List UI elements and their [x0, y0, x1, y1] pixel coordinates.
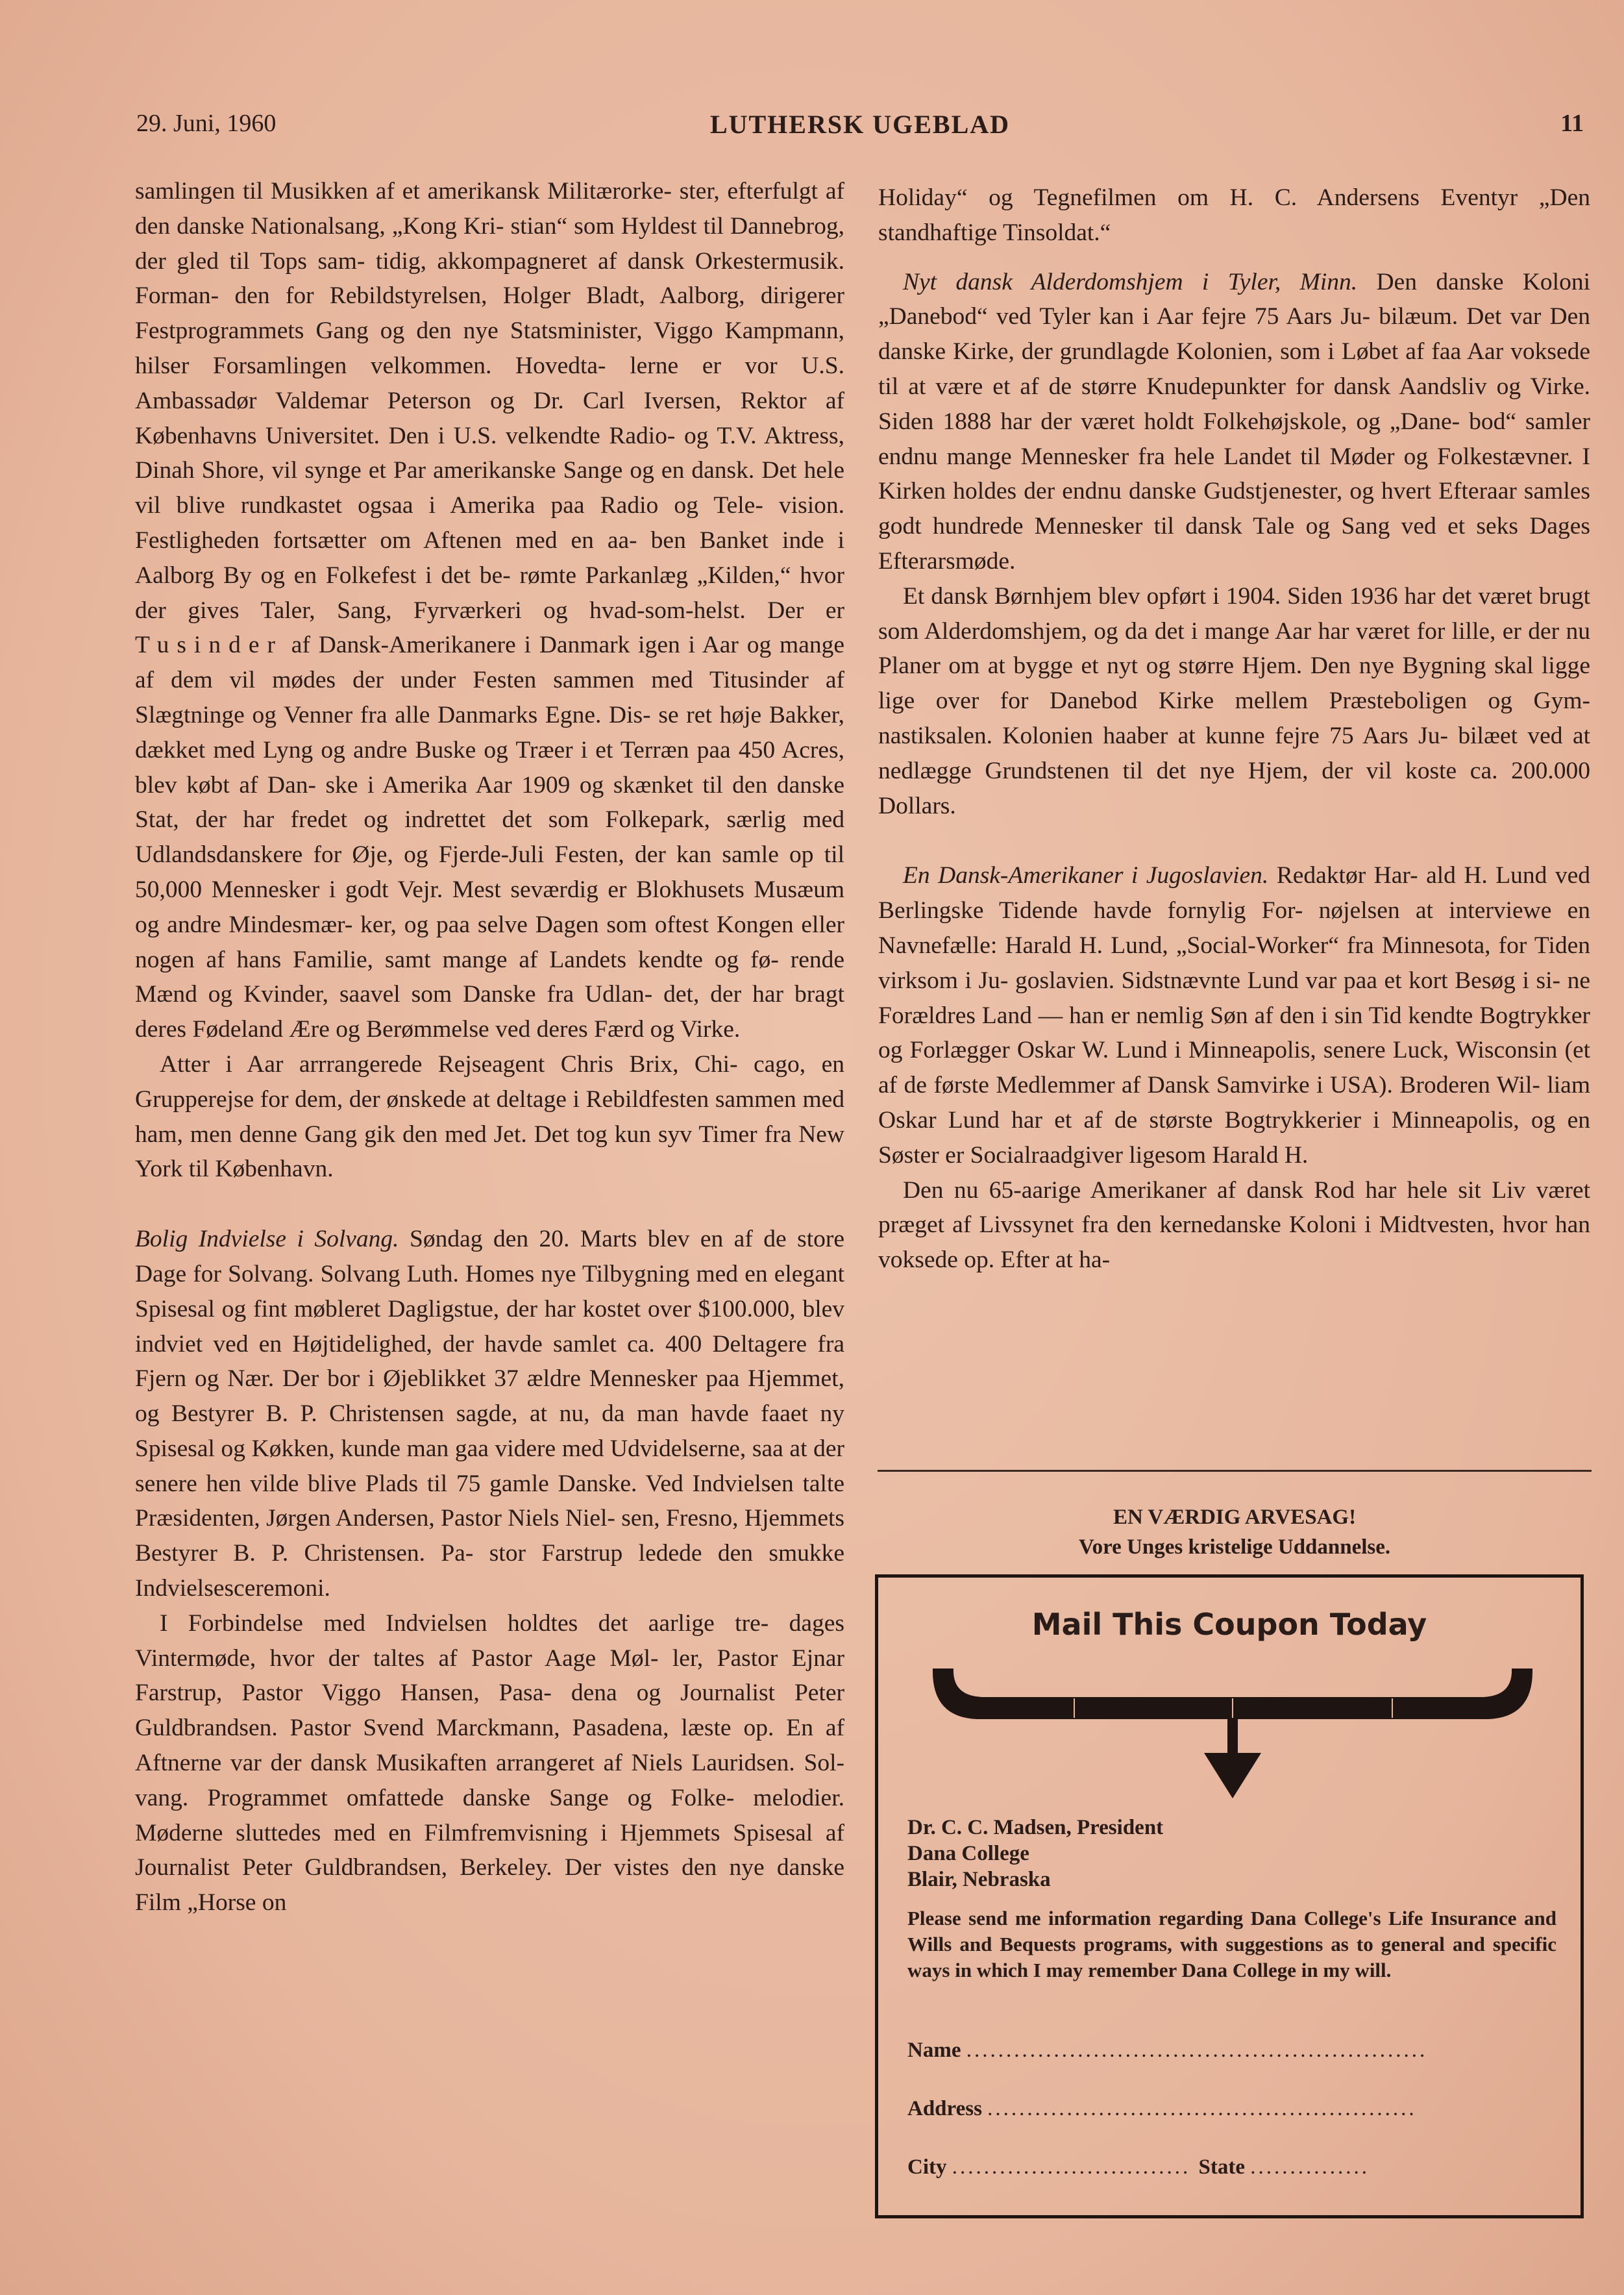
continuation-lines: [878, 184, 1590, 246]
address-line: Dr. C. C. Madsen, President: [907, 1816, 1164, 1839]
text-line: Hjemmets Spisesal af Journalist Peter Guldbrandsen,: [135, 1819, 844, 1881]
rejse-lines: [135, 1051, 844, 1182]
text-line: rømte Parkanlæg „Kilden,“ hvor der gives Taler, Sang,: [135, 562, 844, 624]
text-line: nastiksalen. Kolonien haaber at kunne fejre 75 Aars Ju-: [878, 722, 1448, 749]
text-line: „Social-Worker“ fra Minnesota, for Tiden virksom i Ju-: [878, 932, 1591, 994]
text-line: Dages Efterarsmøde.: [878, 513, 1591, 575]
solvang-paragraph: [135, 1222, 844, 1606]
text-line: af de større Knudepunkter for dansk Aandsliv og Virke.: [1020, 373, 1590, 400]
text-line: nøjelsen at interviewe en Navnefælle: Harald H. Lund,: [878, 897, 1591, 959]
rebild-line-start: Fyrværkeri og hvad-som-helst. Der er: [413, 597, 845, 624]
text-line: ster, efterfulgt af den danske Nationalsang, „Kong Kri-: [135, 178, 844, 240]
text-line: nye Tilbygning med en elegant Spisesal og fint møbleret: [135, 1260, 845, 1322]
text-line: Medlemmer af Dansk Samvirke i USA). Broderen Wil-: [996, 1072, 1540, 1099]
text-line: nyt og større Hjem. Den nye Bygning skal ligge lige: [878, 652, 1590, 715]
advert-line-1: EN VÆRDIG ARVESAG!: [1113, 1506, 1357, 1529]
text-line: vang. Programmet omfattede danske Sange og Folke-: [135, 1784, 735, 1811]
text-line: Minneapolis, og en Søster er Socialraadgiver ligesom: [878, 1106, 1590, 1169]
text-line: Kampmann, hilser Forsamlingen velkommen. Hovedta-: [135, 317, 844, 379]
text-line: bod“ samler endnu mange Mennesker fra hele Landet til: [878, 408, 1590, 470]
text-line: Dagligstue, der har kostet over $100.000, blev indviet ved: [135, 1295, 845, 1358]
text-line: ker, og paa selve Dagen som oftest Kongen eller nogen: [135, 911, 844, 973]
advert-line-2: Vore Unges kristelige Uddannelse.: [1078, 1535, 1391, 1559]
coupon-title: Mail This Coupon Today: [1031, 1607, 1427, 1642]
text-line: vision. Festligheden fortsætter om Aftenen med en aa-: [135, 492, 845, 554]
text-line: samlingen til Musikken af et amerikansk Militærorke-: [135, 178, 672, 205]
text-line: af Slægtninge og Venner fra alle Danmarks Egne. Dis-: [135, 667, 845, 728]
rebild-paragraph: [135, 174, 844, 1047]
text-line: over for Danebod Kirke mellem Præsteboligen og Gym-: [935, 688, 1590, 715]
text-line: København.: [215, 1156, 334, 1183]
text-line: dem vil mødes der under Festen sammen med Titusinder: [171, 667, 809, 694]
text-line: danske Gudstjenester, og hvert Efteraar samles godt: [878, 478, 1590, 540]
vintermode-lines: [135, 1610, 844, 1916]
text-line: det, der har bragt deres Fødeland Ære og Berømmelse: [135, 981, 844, 1043]
text-line: Koloni i Midtvesten, hvor han voksede op. Efter at ha-: [878, 1211, 1591, 1274]
bornhjem-paragraph: [878, 579, 1590, 824]
advert-heading: [878, 1502, 1592, 1562]
request-text: Please send me information regarding Dana College's Life Insurance and Wills and Bequests programs, with suggestions as to general and specific ways in which I may remember Dana College in my will.: [907, 1907, 1556, 1981]
text-line: der kan samle op til 50,000 Mennesker i godt Vejr. Mest: [135, 841, 844, 903]
text-line: bilæet ved at nedlægge Grundstenen til det nye Hjem,: [878, 722, 1591, 784]
text-line: melodier. Møderne sluttedes med en Filmfremvisning i: [135, 1784, 844, 1846]
text-line: sit Liv været præget af Livssynet fra den kernedanske: [878, 1176, 1590, 1239]
state-label: State: [1198, 2155, 1245, 2179]
text-line: Et dansk Børnhjem blev opført i 1904. Siden 1936 har: [903, 582, 1436, 610]
name-field[interactable]: [907, 2039, 1556, 2063]
text-line: hundrede Mennesker til dansk Tale og Sang ved et seks: [932, 513, 1519, 540]
lund-lines: [878, 1177, 1590, 1274]
right-column: [878, 180, 1590, 1278]
solvang-heading: Bolig Indvielse i Solvang.: [135, 1226, 399, 1253]
address-line: Dana College: [907, 1842, 1029, 1865]
rebild-line-end: af: [282, 632, 310, 659]
text-line: Berkeley. Der vistes den nye danske Film „Horse on: [135, 1854, 844, 1917]
tyler-first-line: Den danske: [1357, 268, 1504, 295]
text-line: Minneapolis, senere Luck, Wisconsin (et af de første: [878, 1037, 1591, 1099]
text-line: sen, Fresno, Hjemmets Bestyrer B. P. Christensen. Pa-: [135, 1505, 845, 1567]
text-line: cago, en Grupperejse for dem, der ønskede at deltage i: [135, 1050, 845, 1113]
text-line: Møder og Folkestævner. I Kirken holdes der endnu: [878, 443, 1590, 505]
city-label: City: [907, 2155, 947, 2179]
left-column: [135, 174, 844, 1920]
text-line: Siden 1888 har der været holdt Folkehøjskole, og „Dane-: [878, 408, 1460, 435]
mail-coupon: [875, 1574, 1584, 2218]
text-line: Aar har været for lille, er der nu Planer om at bygge et: [878, 617, 1591, 680]
address-label: Address: [907, 2097, 982, 2120]
issue-date: 29. Juni, 1960: [136, 110, 277, 137]
spaced-word: Tusinder: [135, 632, 283, 659]
text-line: Festprogrammets Gang og den nye Statsminister, Viggo: [135, 317, 713, 345]
text-line: ske i Amerika Aar 1909 og skænket til den danske Stat,: [135, 771, 844, 834]
tyler-lines: [878, 269, 1590, 575]
rejse-paragraph: [135, 1047, 844, 1187]
bornhjem-lines: [878, 583, 1590, 819]
vintermode-paragraph: [135, 1606, 844, 1920]
text-line: og Træer i et Terræn paa 450 Acres, blev købt af Dan-: [135, 736, 844, 799]
text-line: rende Mænd og Kvinder, saavel som Danske fra Udlan-: [135, 946, 844, 1008]
text-line: Atter i Aar arrrangerede Rejseagent Chris Brix, Chi-: [160, 1050, 738, 1078]
text-line: lerne er vor U.S. Ambassadør Valdemar Peterson og Dr.: [135, 352, 844, 414]
text-line: Dansk-Amerikanere i Danmark igen i Aar og mange af: [135, 632, 844, 694]
solvang-lines: [135, 1226, 844, 1602]
text-line: ald H. Lund ved Berlingske Tidende havde fornylig For-: [878, 862, 1590, 924]
jugoslavien-lines: [878, 862, 1590, 1168]
text-line: den for Rebildstyrelsen, Holger Bladt, Aalborg, dirigerer: [234, 282, 845, 310]
text-line: Kolonien, som i Løbet af faa Aar voksede til at være et: [878, 338, 1590, 400]
text-line: Harald H.: [1212, 1141, 1309, 1169]
text-line: Koloni „Danebod“ ved Tyler kan i Aar fejre 75 Aars Ju-: [878, 268, 1591, 330]
text-line: paa Hjemmet, og Bestyrer B. P. Christensen sagde, at: [135, 1365, 844, 1428]
text-line: vilde blive Plads til 75 gamle Danske. Ved Indvielsen: [250, 1470, 794, 1497]
text-line: „Den standhaftige Tinsoldat.“: [878, 184, 1590, 246]
text-line: Rebildfesten sammen med ham, men denne Gang gik: [135, 1085, 845, 1148]
text-line: Den nu 65-aarige Amerikaner af dansk Rod har hele: [903, 1176, 1448, 1204]
text-line: det været brugt som Alderdomshjem, og da det i mange: [878, 582, 1590, 645]
fill-line: ......................................................: [987, 2097, 1417, 2120]
text-line: nu, da man havde faaet ny Spisesal og Køkken, kunde: [135, 1400, 845, 1462]
name-label: Name: [907, 2039, 961, 2062]
text-line: ben Banket inde i Aalborg By og en Folkefest i det be-: [135, 527, 844, 589]
lund-paragraph: [878, 1173, 1590, 1278]
section-gap: [878, 823, 1590, 858]
text-line: Carl Iversen, Rektor af Københavns Universitet. Den i: [135, 387, 844, 449]
text-line: I Forbindelse med Indvielsen holdtes det aarlige tre-: [160, 1609, 769, 1637]
text-line: synge et Par amerikanske Sange og en dansk. Det hele: [304, 457, 844, 484]
text-line: ved deres Færd og Virke.: [495, 1016, 741, 1043]
text-line: dansk Musikaften arrangeret af Niels Lauridsen. Sol-: [310, 1750, 844, 1777]
text-line: en af de store Dage for Solvang. Solvang Luth. Homes: [135, 1226, 845, 1287]
tyler-heading: Nyt dansk Alderdomshjem i Tyler, Minn.: [903, 268, 1358, 295]
text-line: en Højtidelighed, der havde samlet ca. 400 Deltagere fra: [258, 1330, 845, 1358]
text-line: talte Præsidenten, Jørgen Andersen, Pastor Niels Niel-: [135, 1470, 845, 1532]
fill-line: ..........................................................: [966, 2039, 1428, 2062]
jugoslavien-first-line: Redaktør Har-: [1268, 862, 1418, 889]
address-field[interactable]: [907, 2097, 1556, 2121]
text-line: dena og Journalist Peter Guldbrandsen. Pastor Svend: [135, 1680, 845, 1742]
text-line: vil blive rundkastet ogsaa i Amerika paa Radio og Tele-: [135, 492, 763, 519]
text-line: goslavien. Sidstnævnte Lund var paa et kort Besøg i si-: [1015, 967, 1561, 994]
page-header: [136, 109, 1584, 148]
text-line: dages Vintermøde, hvor der taltes af Pastor Aage Møl-: [135, 1609, 844, 1672]
text-line: stian“ som Hyldest til Dannebrog, der gled til Tops sam-: [135, 212, 845, 275]
city-state-field[interactable]: [907, 2155, 1556, 2179]
text-line: bilæum. Det var Den danske Kirke, der grundlagde: [878, 303, 1590, 366]
text-line: Fjern og Nær. Der bor i Øjeblikket 37 ældre Mennesker: [135, 1365, 698, 1393]
fill-line: ...............: [1250, 2155, 1370, 2179]
address-line: Blair, Nebraska: [907, 1868, 1051, 1891]
text-line: se ret høje Bakker, dækket med Lyng og andre Buske: [135, 701, 845, 763]
rebild-lines-rest: [135, 632, 844, 1043]
page-number: 11: [1560, 110, 1584, 137]
solvang-first-line: Søndag den 20. Marts blev: [399, 1226, 690, 1253]
fill-line: ..............................: [952, 2155, 1199, 2179]
text-line: stor Farstrup ledede den smukke Indvielsesceremoni.: [135, 1540, 845, 1602]
text-line: Marckmann, Pasadena, læste op. En af Aftnerne var der: [135, 1715, 845, 1777]
text-line: tidig, akkompagneret af dansk Orkestermusik. Forman-: [135, 247, 844, 310]
section-divider: [878, 1470, 1592, 1472]
tyler-paragraph: [878, 265, 1590, 579]
text-line: der vil koste ca. 200.000 Dollars.: [878, 757, 1590, 819]
text-line: Holiday“ og Tegnefilmen om H. C. Andersens Eventyr: [878, 184, 1518, 211]
continuation-paragraph: [878, 180, 1590, 251]
text-line: ne Forældres Land — han er nemlig Søn af den i sin: [878, 967, 1591, 1029]
bracket-arrow-icon: [925, 1662, 1540, 1824]
text-line: med Udlandsdanskere for Øje, og Fjerde-Juli Festen,: [135, 806, 845, 869]
text-line: U.S. velkendte Radio- og T.V. Aktress, Dinah Shore, vil: [135, 422, 844, 484]
text-line: af hans Familie, samt mange af Landets kendte og fø-: [206, 946, 779, 973]
recipient-address: [907, 1815, 1556, 1892]
section-gap: [135, 1187, 844, 1222]
text-line: man gaa videre med Udvidelserne, saa at der senere hen: [135, 1435, 844, 1497]
text-line: liam Oskar Lund har et af de største Bogtrykkerier i: [878, 1072, 1590, 1134]
jugoslavien-paragraph: [878, 858, 1590, 1172]
publication-title: LUTHERSK UGEBLAD: [709, 110, 1011, 139]
text-line: Tid kendte Bogtrykker og Forlægger Oskar W. Lund i: [878, 1002, 1590, 1064]
jugoslavien-heading: En Dansk-Amerikaner i Jugoslavien.: [903, 862, 1269, 889]
text-line: den med Jet. Det tog kun syv Timer fra New York til: [135, 1121, 845, 1183]
rebild-lines: [135, 178, 844, 624]
text-line: der har fredet og indrettet det som Folkepark, særlig: [195, 806, 787, 834]
text-line: ler, Pastor Ejnar Farstrup, Pastor Viggo Hansen, Pasa-: [135, 1644, 844, 1707]
text-line: seværdig er Blokhusets Musæum og andre Mindesmær-: [135, 876, 844, 938]
